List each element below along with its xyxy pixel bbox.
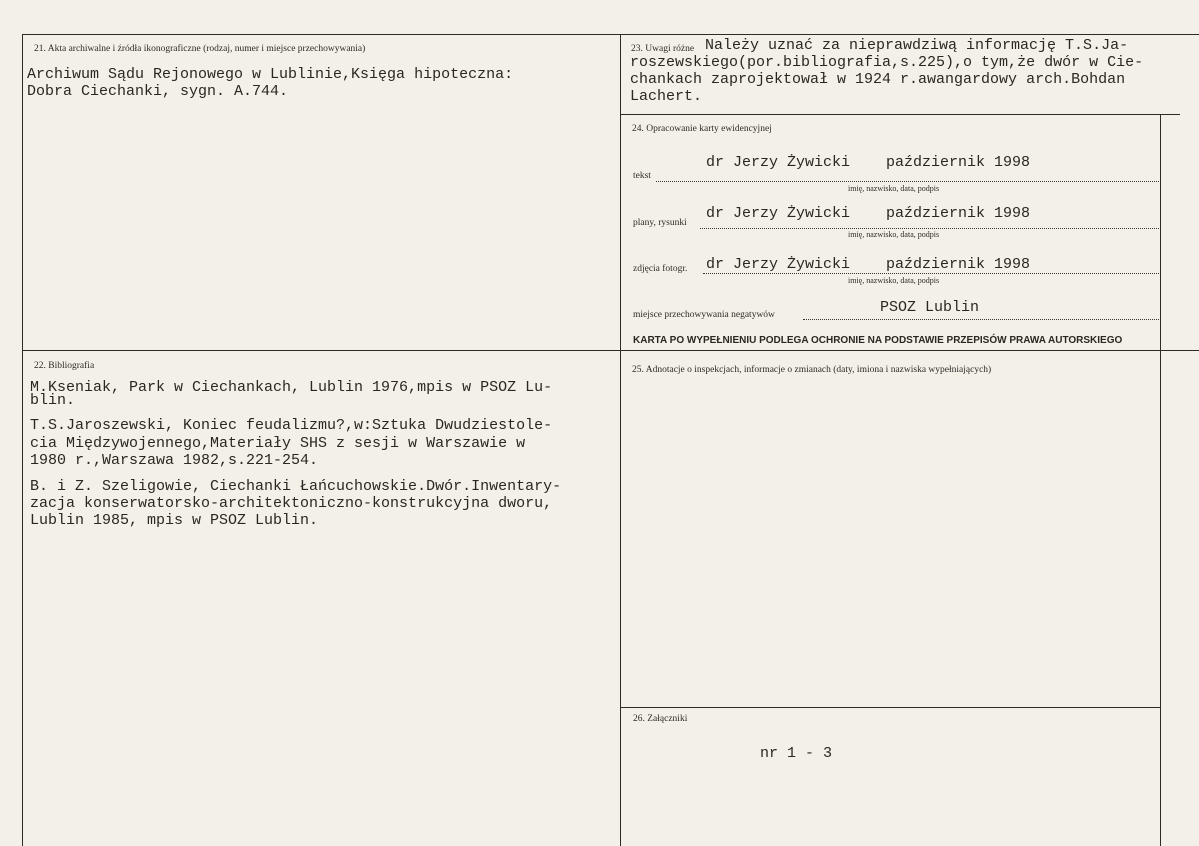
negatives-dots: [803, 319, 1159, 320]
bib-2-line-2: cia Międzywojennego,Materiały SHS z sesji w Warszawie w: [30, 435, 526, 452]
section-23-line-4: Lachert.: [630, 88, 703, 105]
bib-1-line-2: blin.: [30, 392, 76, 409]
row-text-dots: [656, 181, 1159, 182]
top-border: [22, 34, 1199, 35]
bib-3-line-3: Lublin 1985, mpis w PSOZ Lublin.: [30, 512, 319, 529]
row-photos-label: zdjęcia fotogr.: [633, 264, 688, 274]
section-25-label: 25. Adnotacje o inspekcjach, informacje o zmianach (daty, imiona i nazwiska wypełniających): [632, 365, 992, 375]
middle-divider: [22, 350, 1199, 351]
section-23-line-3: chankach zaprojektował w 1924 r.awangardowy arch.Bohdan: [630, 71, 1126, 88]
row-text-sub: imię, nazwisko, data, podpis: [848, 184, 940, 193]
row-photos-dots: [703, 273, 1159, 274]
section-23-line-2: roszewskiego(por.bibliografia,s.225),o tym,że dwór w Cie-: [630, 54, 1144, 71]
section-23-label: 23. Uwagi różne: [631, 44, 695, 54]
row-photos-sub: imię, nazwisko, data, podpis: [848, 276, 940, 285]
row-text-value: dr Jerzy Żywicki październik 1998: [706, 154, 1031, 171]
row-plans-dots: [700, 228, 1159, 229]
row-plans-sub: imię, nazwisko, data, podpis: [848, 230, 940, 239]
center-divider: [620, 34, 621, 846]
copyright-notice: KARTA PO WYPEŁNIENIU PODLEGA OCHRONIE NA PODSTAWIE PRZEPISÓW PRAWA AUTORSKIEGO: [633, 335, 1123, 346]
section-26-label: 26. Załączniki: [633, 714, 688, 724]
bib-2-line-1: T.S.Jaroszewski, Koniec feudalizmu?,w:Sztuka Dwudziestole-: [30, 417, 553, 434]
bib-2-line-3: 1980 r.,Warszawa 1982,s.221-254.: [30, 452, 319, 469]
section-21-label: 21. Akta archiwalne i źródła ikonograficzne (rodzaj, numer i miejsce przechowywania): [34, 44, 366, 54]
row-plans-label: plany, rysunki: [633, 218, 687, 228]
attachments-value: nr 1 - 3: [760, 745, 833, 762]
section-22-label: 22. Bibliografia: [34, 361, 95, 371]
negatives-label: miejsce przechowywania negatywów: [633, 310, 775, 320]
row-text-label: tekst: [633, 171, 651, 181]
section-21-line-2: Dobra Ciechanki, sygn. A.744.: [27, 83, 289, 100]
bib-1-line-1: M.Kseniak, Park w Ciechankach, Lublin 1976,mpis w PSOZ Lu-: [30, 379, 553, 396]
right-lower-divider: [620, 707, 1160, 708]
section-23-line-1: Należy uznać za nieprawdziwą informację T.S.Ja-: [705, 37, 1129, 54]
bib-3-line-2: zacja konserwatorsko-architektoniczno-konstrukcyjna dworu,: [30, 495, 553, 512]
row-plans-value: dr Jerzy Żywicki październik 1998: [706, 205, 1031, 222]
section-24-label: 24. Opracowanie karty ewidencyjnej: [632, 124, 772, 134]
right-border: [1160, 114, 1161, 846]
right-upper-divider: [620, 114, 1180, 115]
bib-3-line-1: B. i Z. Szeligowie, Ciechanki Łańcuchowskie.Dwór.Inwentary-: [30, 478, 562, 495]
negatives-value: PSOZ Lublin: [880, 299, 980, 316]
section-21-line-1: Archiwum Sądu Rejonowego w Lublinie,Księga hipoteczna:: [27, 66, 514, 83]
left-border: [22, 34, 23, 846]
row-photos-value: dr Jerzy Żywicki październik 1998: [706, 256, 1031, 273]
